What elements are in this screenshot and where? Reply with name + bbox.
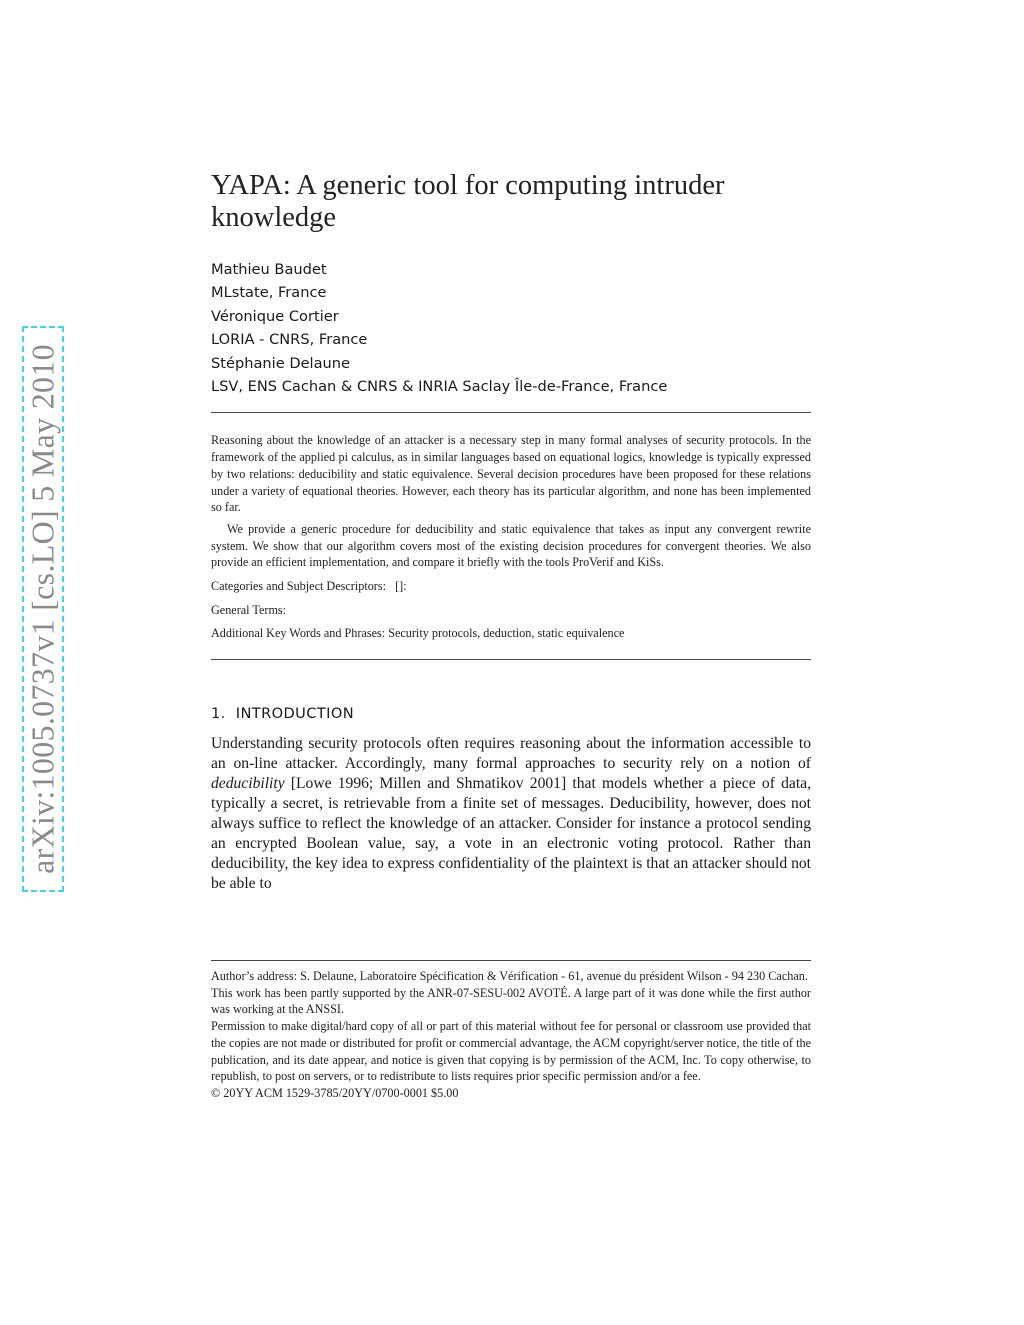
footnote-copyright: © 20YY ACM 1529-3785/20YY/0700-0001 $5.00	[211, 1085, 459, 1100]
abstract-paragraph: Reasoning about the knowledge of an attacker is a necessary step in many formal analyses of security protocols. In the framework of the applied pi calculus, as in similar languages based on equational logics, knowledge is typically expressed by two relations: deducibility and static equivalence. Several decision procedures have been proposed for these relations under a variety of equational theories. However, each theory has its particular algorithm, and none has been implemented so far.	[211, 433, 811, 515]
footnotes	[211, 960, 811, 1102]
abstract-top-rule	[211, 412, 811, 413]
body-paragraph	[211, 734, 811, 893]
abstract	[211, 432, 811, 642]
section-heading	[211, 705, 811, 722]
author-affiliation: LORIA - CNRS, France	[211, 331, 368, 349]
general-terms-line: General Terms:	[211, 602, 287, 617]
footnote-rule	[211, 960, 811, 961]
categories-value: []:	[395, 579, 407, 594]
keywords-value: Security protocols, deduction, static equivalence	[388, 626, 625, 641]
footnote-address: Author’s address: S. Delaune, Laboratoire Spécification & Vérification - 61, avenue du président Wilson - 94 230 Cachan.	[211, 969, 808, 983]
body-text-part: [Lowe 1996; Millen and Shmatikov 2001] that models whether a piece of data, typically a secret, is retrievable from a finite set of messages. Deducibility, however, does not always suffice to reflect the knowledge of an attacker. Consider for instance a protocol sending an encrypted Boolean value, say, a vote in an electronic voting protocol. Rather than deducibility, the key idea to express confidentiality of the plaintext is that an attacker should not be able to	[211, 775, 811, 892]
author-name: Véronique Cortier	[211, 307, 339, 325]
author-list	[211, 258, 811, 398]
paper-title: YAPA: A generic tool for computing intruder knowledge	[211, 170, 725, 233]
categories-label: Categories and Subject Descriptors:	[211, 579, 386, 594]
abstract-paragraph: We provide a generic procedure for deducibility and static equivalence that takes as input any convergent rewrite system. We show that our algorithm covers most of the existing decision procedures for convergent theories. We also provide an efficient implementation, and compare it briefly with the tools ProVerif and KiSs.	[211, 521, 811, 570]
paper-page	[211, 170, 811, 894]
author-affiliation: LSV, ENS Cachan & CNRS & INRIA Saclay Île-de-France, France	[211, 378, 668, 396]
categories-line	[211, 578, 811, 595]
arxiv-id: arXiv:1005.0737v1 [cs.LO] 5 May 2010	[24, 344, 61, 874]
abstract-bottom-rule	[211, 659, 811, 660]
keywords-label: Additional Key Words and Phrases:	[211, 626, 386, 641]
keywords-line	[211, 625, 811, 642]
introduction-text	[211, 734, 811, 893]
emphasized-term: deducibility	[211, 775, 285, 793]
arxiv-stamp	[22, 326, 64, 892]
footnote-support: This work has been partly supported by the ANR-07-SESU-002 AVOTÉ. A large part of it was done while the first author was working at the ANSSI.	[211, 985, 811, 1017]
author-name: Stéphanie Delaune	[211, 354, 351, 372]
footnote-permission: Permission to make digital/hard copy of all or part of this material without fee for personal or classroom use provided that the copies are not made or distributed for profit or commercial advantage, the ACM copyright/server notice, the title of the publication, and its date appear, and notice is given that copying is by permission of the ACM, Inc. To copy otherwise, to republish, to post on servers, or to redistribute to lists requires prior specific permission and/or a fee.	[211, 1019, 811, 1084]
author-affiliation: MLstate, France	[211, 284, 327, 302]
body-text-part: Understanding security protocols often requires reasoning about the information accessible to an on-line attacker. Accordingly, many formal approaches to security rely on a notion of	[211, 735, 811, 773]
section-title: INTRODUCTION	[235, 705, 355, 723]
section-number: 1.	[211, 705, 226, 723]
author-name: Mathieu Baudet	[211, 261, 327, 278]
